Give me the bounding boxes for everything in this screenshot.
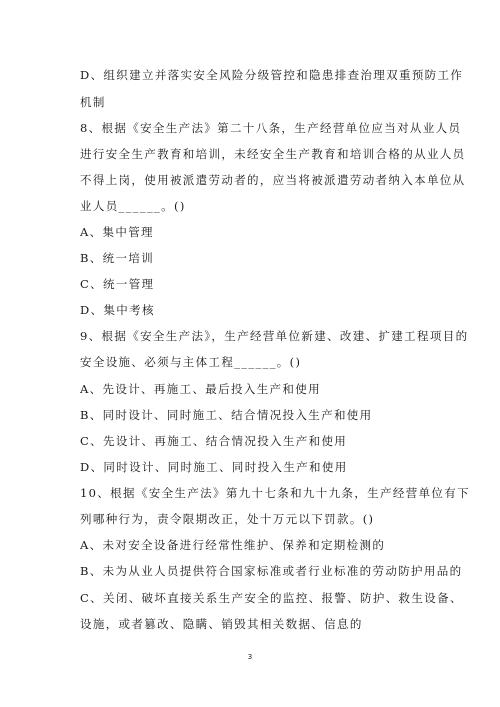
- option-c-q10-line1: C、关闭、破坏直接关系生产安全的监控、报警、防护、救生设备、: [80, 591, 463, 605]
- question-8-line1: 8、根据《安全生产法》第二十八条，生产经营单位应当对从业人员: [80, 121, 462, 135]
- option-d-q9: D、同时设计、同时施工、同时投入生产和使用: [80, 460, 348, 474]
- question-10-line2: 列哪种行为，责令限期改正，处十万元以下罚款。(): [80, 512, 375, 526]
- question-9-line2: 安全设施、必须与主体工程______。(): [80, 355, 302, 369]
- option-c-q8: C、统一管理: [80, 277, 155, 291]
- option-a-q8: A、集中管理: [80, 225, 154, 239]
- option-c-q10-line2: 设施，或者篡改、隐瞒、销毁其相关数据、信息的: [80, 617, 363, 631]
- option-c-q9: C、先设计、再施工、结合情况投入生产和使用: [80, 434, 348, 448]
- option-a-q9: A、先设计、再施工、最后投入生产和使用: [80, 382, 321, 396]
- question-8-line4: 业人员______。(): [80, 199, 186, 213]
- page-number: 3: [247, 653, 253, 661]
- option-a-q10: A、未对安全设备进行经常性维护、保养和定期检测的: [80, 538, 386, 552]
- option-b-q8: B、统一培训: [80, 251, 155, 265]
- option-d-q7-line2: 机制: [80, 95, 106, 109]
- question-10-line1: 10、根据《安全生产法》第九十七条和九十九条，生产经营单位有下: [80, 486, 470, 500]
- option-d-q8: D、集中考核: [80, 303, 155, 317]
- option-b-q9: B、同时设计、同时施工、结合情况投入生产和使用: [80, 408, 373, 422]
- option-d-q7-line1: D、组织建立并落实安全风险分级管控和隐患排查治理双重预防工作: [80, 68, 464, 82]
- question-8-line2: 进行安全生产教育和培训，未经安全生产教育和培训合格的从业人员: [80, 147, 466, 161]
- question-8-line3: 不得上岗，使用被派遣劳动者的，应当将被派遣劳动者纳入本单位从: [80, 173, 466, 187]
- question-9-line1: 9、根据《安全生产法》，生产经营单位新建、改建、扩建工程项目的: [80, 329, 469, 343]
- option-b-q10: B、未为从业人员提供符合国家标准或者行业标准的劳动防护用品的: [80, 564, 463, 578]
